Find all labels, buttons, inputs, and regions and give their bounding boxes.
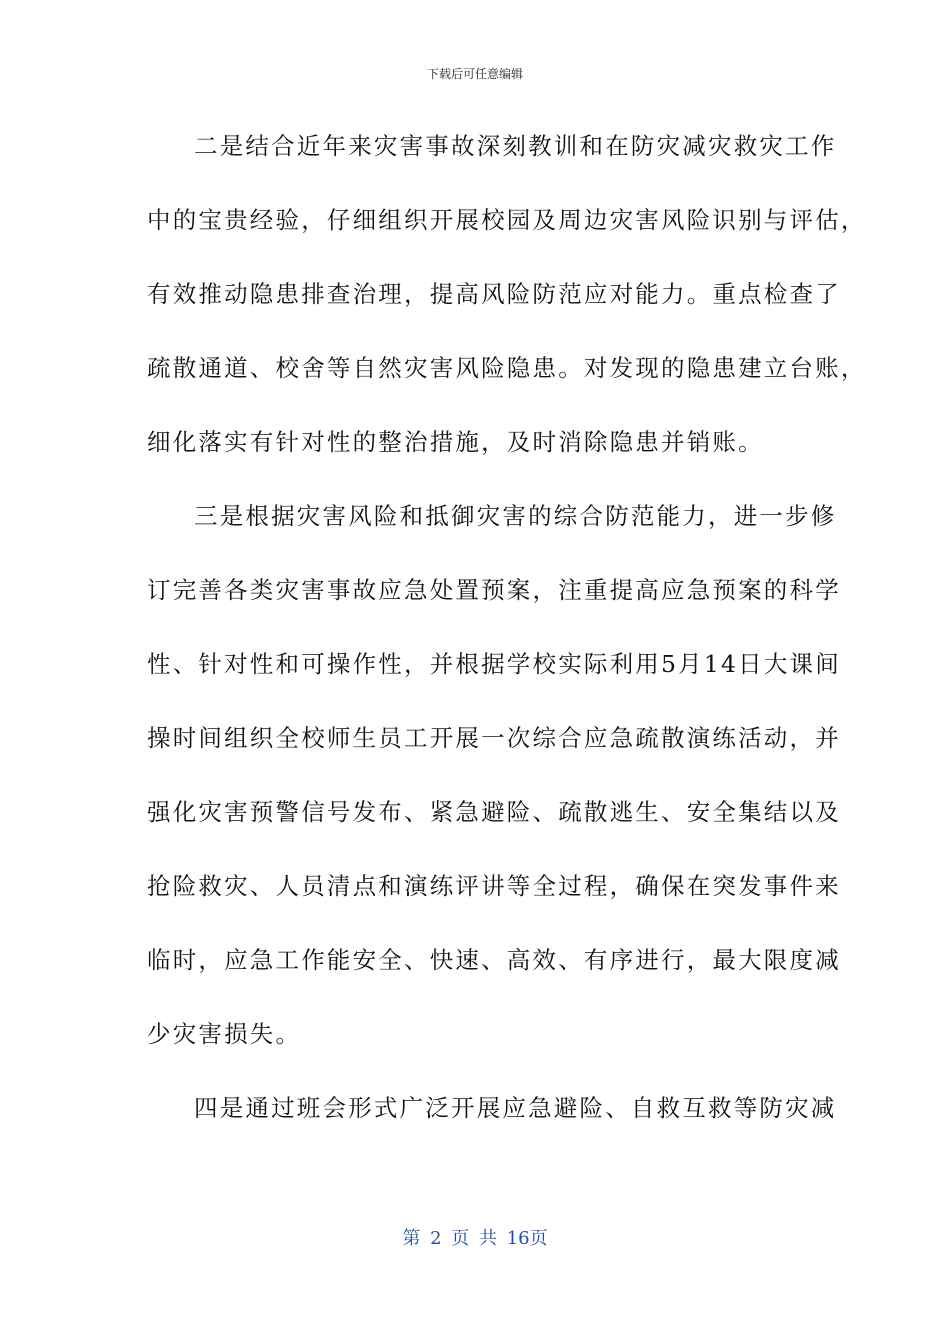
paragraph-line: 强化灾害预警信号发布、紧急避险、疏散逃生、安全集结以及 [147, 798, 841, 826]
paragraph-line: 抢险救灾、人员清点和演练评讲等全过程，确保在突发事件来 [147, 872, 841, 900]
paragraph-line: 二是结合近年来灾害事故深刻教训和在防灾减灾救灾工作 [194, 132, 837, 160]
paragraph-line: 有效推动隐患排查治理，提高风险防范应对能力。重点检查了 [147, 280, 841, 308]
paragraph-line: 四是通过班会形式广泛开展应急避险、自救互救等防灾减 [194, 1094, 837, 1122]
page-header: 下载后可任意编辑 [426, 67, 523, 81]
page-number-footer: 第 2 页 共 16页 [402, 1228, 548, 1249]
document-body [147, 126, 867, 1162]
paragraph-line: 少灾害损失。 [147, 1020, 302, 1048]
paragraph-line: 性、针对性和可操作性，并根据学校实际利用5月14日大课间 [147, 650, 841, 678]
paragraph-line: 三是根据灾害风险和抵御灾害的综合防范能力，进一步修 [194, 502, 837, 530]
paragraph-line: 订完善各类灾害事故应急处置预案，注重提高应急预案的科学 [147, 576, 841, 604]
paragraph-line: 中的宝贵经验，仔细组织开展校园及周边灾害风险识别与评估， [147, 206, 867, 234]
paragraph-line: 操时间组织全校师生员工开展一次综合应急疏散演练活动，并 [147, 724, 841, 752]
paragraph-line: 临时，应急工作能安全、快速、高效、有序进行，最大限度减 [147, 946, 841, 974]
paragraph-line: 疏散通道、校舍等自然灾害风险隐患。对发现的隐患建立台账， [147, 354, 867, 382]
paragraph-line: 细化落实有针对性的整治措施，及时消除隐患并销账。 [147, 428, 764, 456]
